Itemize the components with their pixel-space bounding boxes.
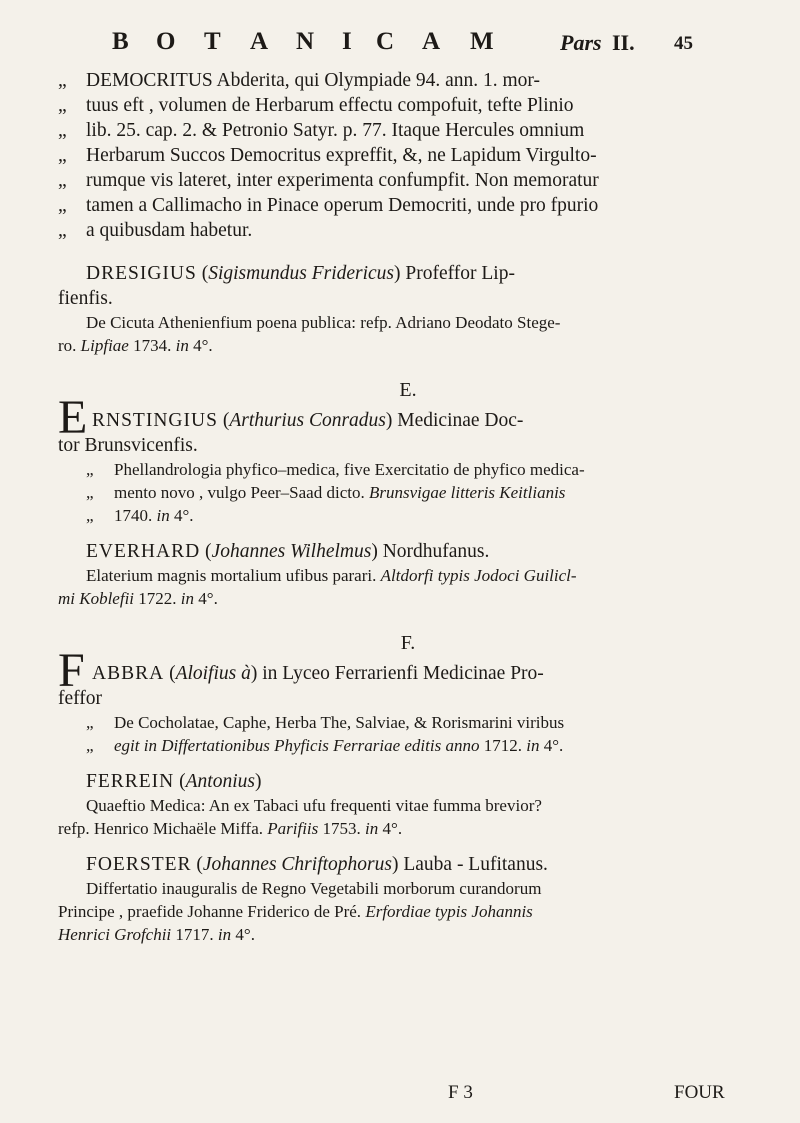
work-line [58,311,758,334]
author-title: Nordhufanus. [382,541,490,562]
work-line [58,504,758,527]
signature-mark: F 3 [448,1082,473,1103]
entry-text: rumque vis lateret, inter experimenta confumpfit. Non memoratur [86,170,599,191]
work-line [58,923,758,946]
quote-mark: „ [58,170,67,191]
page-number: 45 [674,33,693,54]
work-title: De Cicuta Athenienfium poena publica: refp. Adriano Deodato Stege- [86,313,561,332]
imprint-place: Parifiis [267,819,319,838]
header-letter: T [204,28,221,55]
work-line [58,734,758,757]
author-given-name: Johannes Chriftophorus [202,854,392,875]
imprint-place: Erfordiae typis Johannis [365,902,533,921]
quote-mark: „ [58,95,67,116]
imprint-place: Altdorfi typis Jodoci Guilicl- [380,566,577,585]
author-title: in Lyceo Ferrarienfi Medicinae Pro- [262,663,544,684]
work-line [58,458,758,481]
header-letter: C [376,28,395,55]
paren: ( [205,541,212,562]
author-title: Medicinae Doc- [397,410,524,431]
imprint-place: egit in Differtationibus Phyficis Ferrariae editis anno [114,736,480,755]
author-name: FERREIN [86,771,175,792]
imprint-in: in [217,925,232,944]
quote-mark: „ [58,120,67,141]
paren: ( [222,410,230,431]
imprint-format: 4°. [193,336,213,355]
paren: ( [201,263,209,284]
work-line [58,711,758,734]
work-title: Quaeftio Medica: An ex Tabaci ufu frequenti vitae fumma brevior? [86,796,542,815]
entry-everhard [58,539,758,610]
entry-dresigius [58,261,758,357]
author-line [58,539,758,564]
imprint-year: 1717. [175,925,214,944]
work-line [58,877,758,900]
imprint-format: 4°. [382,819,403,838]
imprint-in: in [365,819,379,838]
work-line [58,587,758,610]
header-pars-number: II. [612,30,635,55]
entry-democritus [58,68,758,243]
imprint-format: 4°. [543,736,564,755]
work-title: Elaterium magnis mortalium ufibus parari. [86,566,377,585]
page-body [58,68,758,946]
author-line [58,769,758,794]
work-line [58,817,758,840]
author-given-name: Sigismundus Fridericus [208,263,395,284]
imprint-year: 1734. [133,336,172,355]
imprint-year: 1722. [138,589,177,608]
quote-mark: „ [86,713,94,732]
author-line [58,391,758,444]
quote-mark: „ [86,460,94,479]
author-line [58,286,758,311]
header-letter: O [156,28,176,55]
author-given-name: Aloifius à [175,663,251,684]
catchword: FOUR [674,1082,725,1103]
text-line [58,218,758,243]
imprint-year: 1753. [322,819,361,838]
author-given-name: Johannes Wilhelmus [211,541,372,562]
paren: ) [250,663,258,684]
paren: ) [254,771,262,792]
author-line [58,852,758,877]
author-line [58,433,758,458]
text-line [58,143,758,168]
imprint-in: in [156,506,170,525]
work-title: Principe , praefide Johanne Friderico de Pré. [58,902,362,921]
page-footer [58,1082,758,1110]
imprint-in: in [180,589,195,608]
header-pars: Pars [560,30,602,55]
imprint-place: Brunsvigae litteris Keitlianis [368,483,566,502]
header-letter: I [342,28,352,55]
quote-mark: „ [86,506,94,525]
quote-mark: „ [58,70,67,91]
author-name: ABBRA [92,663,165,684]
paren: ) [371,541,378,562]
drop-capital: F [58,644,85,697]
author-title: Profeffor Lip- [405,263,515,284]
paren: ) [394,263,401,284]
paren: ( [179,771,186,792]
text-line [58,68,758,93]
author-title: Lauba - Lufitanus. [403,854,548,875]
entry-foerster [58,852,758,946]
imprint-year: 1740. [114,506,153,525]
work-line [58,481,758,504]
imprint-in: in [175,336,189,355]
work-title: De Cocholatae, Caphe, Herba The, Salviae, & Rorismarini viribus [114,713,565,732]
work-title: refp. Henrico Michaële Miffa. [58,819,264,838]
work-title: Phellandrologia phyfico–medica, five Exercitatio de phyfico medica- [114,460,585,479]
entry-text: lib. 25. cap. 2. & Petronio Satyr. p. 77. Itaque Hercules omnium [86,120,585,141]
drop-capital: E [58,391,88,444]
entry-fabbra [58,644,758,757]
header-letter: M [470,28,494,55]
entry-text: DEMOCRITUS Abderita, qui Olympiade 94. ann. 1. mor- [86,70,541,91]
paren: ) [385,410,393,431]
quote-mark: „ [86,483,94,502]
paren: ) [391,854,399,875]
author-line [58,644,758,697]
author-line [58,686,758,711]
entry-ernstingius [58,391,758,527]
work-line [58,564,758,587]
quote-mark: „ [58,145,67,166]
author-title: tor Brunsvicenfis. [58,435,198,456]
running-header [112,28,752,62]
paren: ( [169,663,176,684]
work-title: Differtatio inauguralis de Regno Vegetabili morborum curandorum [86,879,542,898]
imprint-printer: Henrici Grofchii [58,925,172,944]
imprint-printer: mi Koblefii [58,589,135,608]
header-letter: A [250,28,269,55]
author-title: feffor [58,688,103,709]
author-name: FOERSTER [86,854,192,875]
work-title: ro. [58,336,77,355]
imprint-format: 4°. [173,506,194,525]
imprint-year: 1712. [483,736,522,755]
imprint-format: 4°. [235,925,255,944]
author-given-name: Antonius [185,771,255,792]
author-title: fienfis. [58,288,113,309]
entry-text: Herbarum Succos Democritus expreffit, &, ne Lapidum Virgulto- [86,145,597,166]
quote-mark: „ [86,736,94,755]
header-letter: B [112,28,129,55]
work-line [58,334,758,357]
author-name: DRESIGIUS [86,263,197,284]
author-name: RNSTINGIUS [92,410,218,431]
section-letter-e: E. [399,379,417,401]
work-line [58,900,758,923]
text-line [58,118,758,143]
imprint-in: in [526,736,540,755]
imprint-place: Lipfiae [80,336,129,355]
entry-text: a quibusdam habetur. [86,220,253,241]
header-letter: A [422,28,441,55]
quote-mark: „ [58,195,67,216]
text-line [58,193,758,218]
paren: ( [196,854,203,875]
quote-mark: „ [58,220,67,241]
author-given-name: Arthurius Conradus [229,410,386,431]
entry-text: tamen a Callimacho in Pinace operum Democriti, unde pro fpurio [86,195,599,216]
entry-text: tuus eft , volumen de Herbarum effectu compofuit, tefte Plinio [86,95,574,116]
imprint-format: 4°. [198,589,218,608]
text-line [58,168,758,193]
author-line [58,261,758,286]
text-line [58,93,758,118]
work-line [58,794,758,817]
work-title: mento novo , vulgo Peer–Saad dicto. [114,483,365,502]
section-letter-f: F. [400,632,416,654]
header-letter: N [296,28,315,55]
author-name: EVERHARD [86,541,201,562]
entry-ferrein [58,769,758,840]
